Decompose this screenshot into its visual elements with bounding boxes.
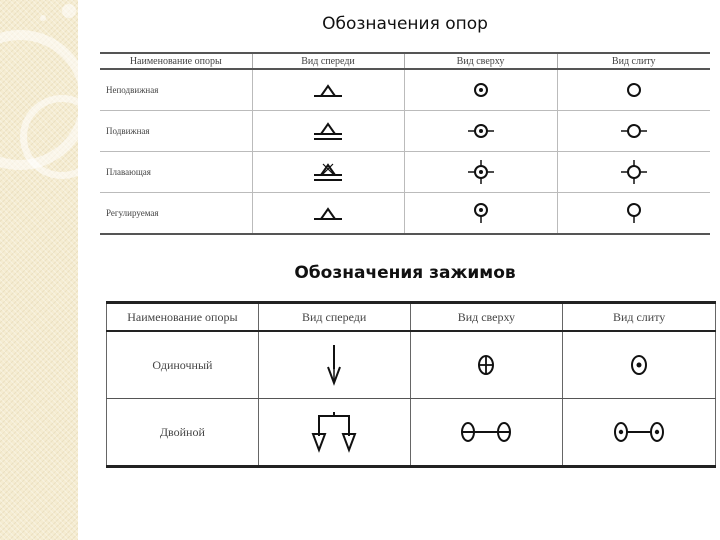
table-row	[107, 331, 716, 399]
table-row	[100, 69, 710, 111]
column-header-front: Вид спереди	[258, 303, 410, 332]
decorative-dot	[40, 15, 46, 21]
column-header-name: Наименование опоры	[100, 53, 252, 69]
row-label: Неподвижная	[100, 69, 252, 111]
adjustable-support-top-icon	[404, 193, 557, 235]
table-header-row	[107, 303, 716, 332]
column-header-side: Вид слиту	[557, 53, 710, 69]
movable-support-top-icon	[404, 111, 557, 152]
floating-support-side-icon	[557, 152, 710, 193]
double-clamp-top-icon	[410, 399, 563, 467]
decorative-side-strip	[0, 0, 78, 540]
movable-support-side-icon	[557, 111, 710, 152]
column-header-top: Вид сверху	[404, 53, 557, 69]
fixed-support-side-icon	[557, 69, 710, 111]
supports-title: Обозначения опор	[322, 14, 488, 34]
table-header-row	[100, 53, 710, 69]
fixed-support-top-icon	[404, 69, 557, 111]
double-clamp-side-icon	[563, 399, 716, 467]
clamps-table	[106, 301, 716, 468]
movable-support-front-icon	[252, 111, 404, 152]
column-header-front: Вид спереди	[252, 53, 404, 69]
decorative-dot	[62, 4, 76, 18]
table-row	[100, 152, 710, 193]
row-label: Подвижная	[100, 111, 252, 152]
adjustable-support-side-icon	[557, 193, 710, 235]
column-header-top: Вид сверху	[410, 303, 563, 332]
table-row	[100, 111, 710, 152]
row-label: Регулируемая	[100, 193, 252, 235]
floating-support-front-icon	[252, 152, 404, 193]
single-clamp-front-icon	[258, 331, 410, 399]
row-label: Двойной	[107, 399, 259, 467]
supports-table	[100, 52, 710, 235]
double-clamp-front-icon	[258, 399, 410, 467]
table-row	[107, 399, 716, 467]
column-header-name: Наименование опоры	[107, 303, 259, 332]
single-clamp-side-icon	[563, 331, 716, 399]
adjustable-support-front-icon	[252, 193, 404, 235]
single-clamp-top-icon	[410, 331, 563, 399]
column-header-side: Вид слиту	[563, 303, 716, 332]
fixed-support-front-icon	[252, 69, 404, 111]
row-label: Плавающая	[100, 152, 252, 193]
clamps-title: Обозначения зажимов	[294, 263, 516, 283]
table-row	[100, 193, 710, 235]
floating-support-top-icon	[404, 152, 557, 193]
row-label: Одиночный	[107, 331, 259, 399]
